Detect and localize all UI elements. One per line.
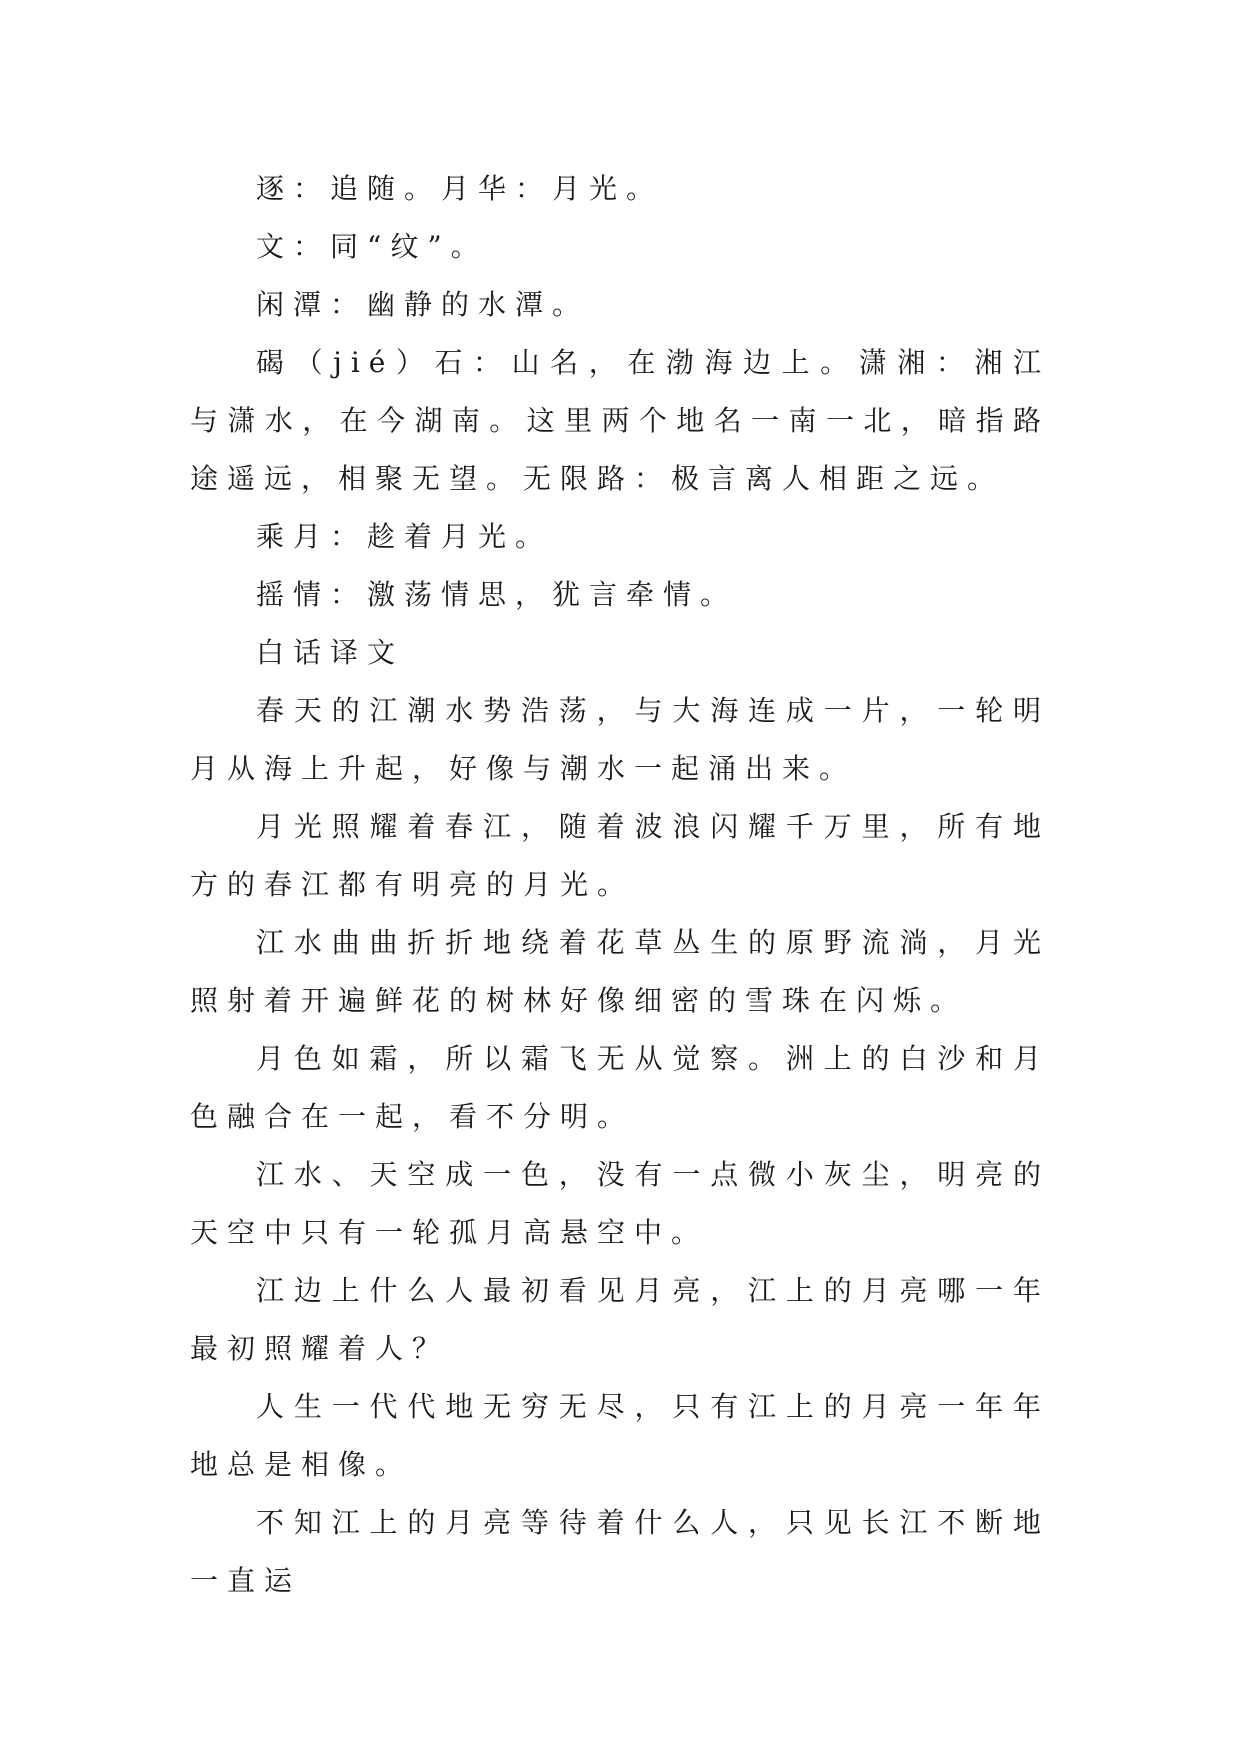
translation-paragraph: 江水、天空成一色，没有一点微小灰尘，明亮的天空中只有一轮孤月高悬空中。 — [190, 1158, 1050, 1249]
document-page — [190, 160, 1050, 1610]
translation-paragraph: 不知江上的月亮等待着什么人，只见长江不断地一直运 — [190, 1506, 1050, 1597]
annotation-jieshi: 碣（jié）石：山名，在渤海边上。潇湘：湘江与潇水，在今湖南。这里两个地名一南一北，暗指路途遥远，相聚无望。无限路：极言离人相距之远。 — [190, 346, 1050, 495]
translation-paragraph: 江边上什么人最初看见月亮，江上的月亮哪一年最初照耀着人？ — [190, 1274, 1050, 1365]
annotation-chengyue: 乘月：趁着月光。 — [256, 520, 553, 553]
translation-paragraph: 江水曲曲折折地绕着花草丛生的原野流淌，月光照射着开遍鲜花的树林好像细密的雪珠在闪烁。 — [190, 926, 1050, 1017]
annotation-wen: 文：同“纹”。 — [256, 230, 488, 263]
annotation-xiantan: 闲潭：幽静的水潭。 — [256, 288, 590, 321]
translation-paragraph: 人生一代代地无穷无尽，只有江上的月亮一年年地总是相像。 — [190, 1390, 1050, 1481]
translation-paragraph: 月色如霜，所以霜飞无从觉察。洲上的白沙和月色融合在一起，看不分明。 — [190, 1042, 1050, 1133]
annotation-yaoqing: 摇情：激荡情思，犹言牵情。 — [256, 578, 738, 611]
translation-paragraph: 月光照耀着春江，随着波浪闪耀千万里，所有地方的春江都有明亮的月光。 — [190, 810, 1050, 901]
translation-paragraph: 春天的江潮水势浩荡，与大海连成一片，一轮明月从海上升起，好像与潮水一起涌出来。 — [190, 694, 1050, 785]
section-heading: 白话译文 — [256, 636, 405, 669]
annotation-zhu: 逐：追随。月华：月光。 — [256, 172, 664, 205]
